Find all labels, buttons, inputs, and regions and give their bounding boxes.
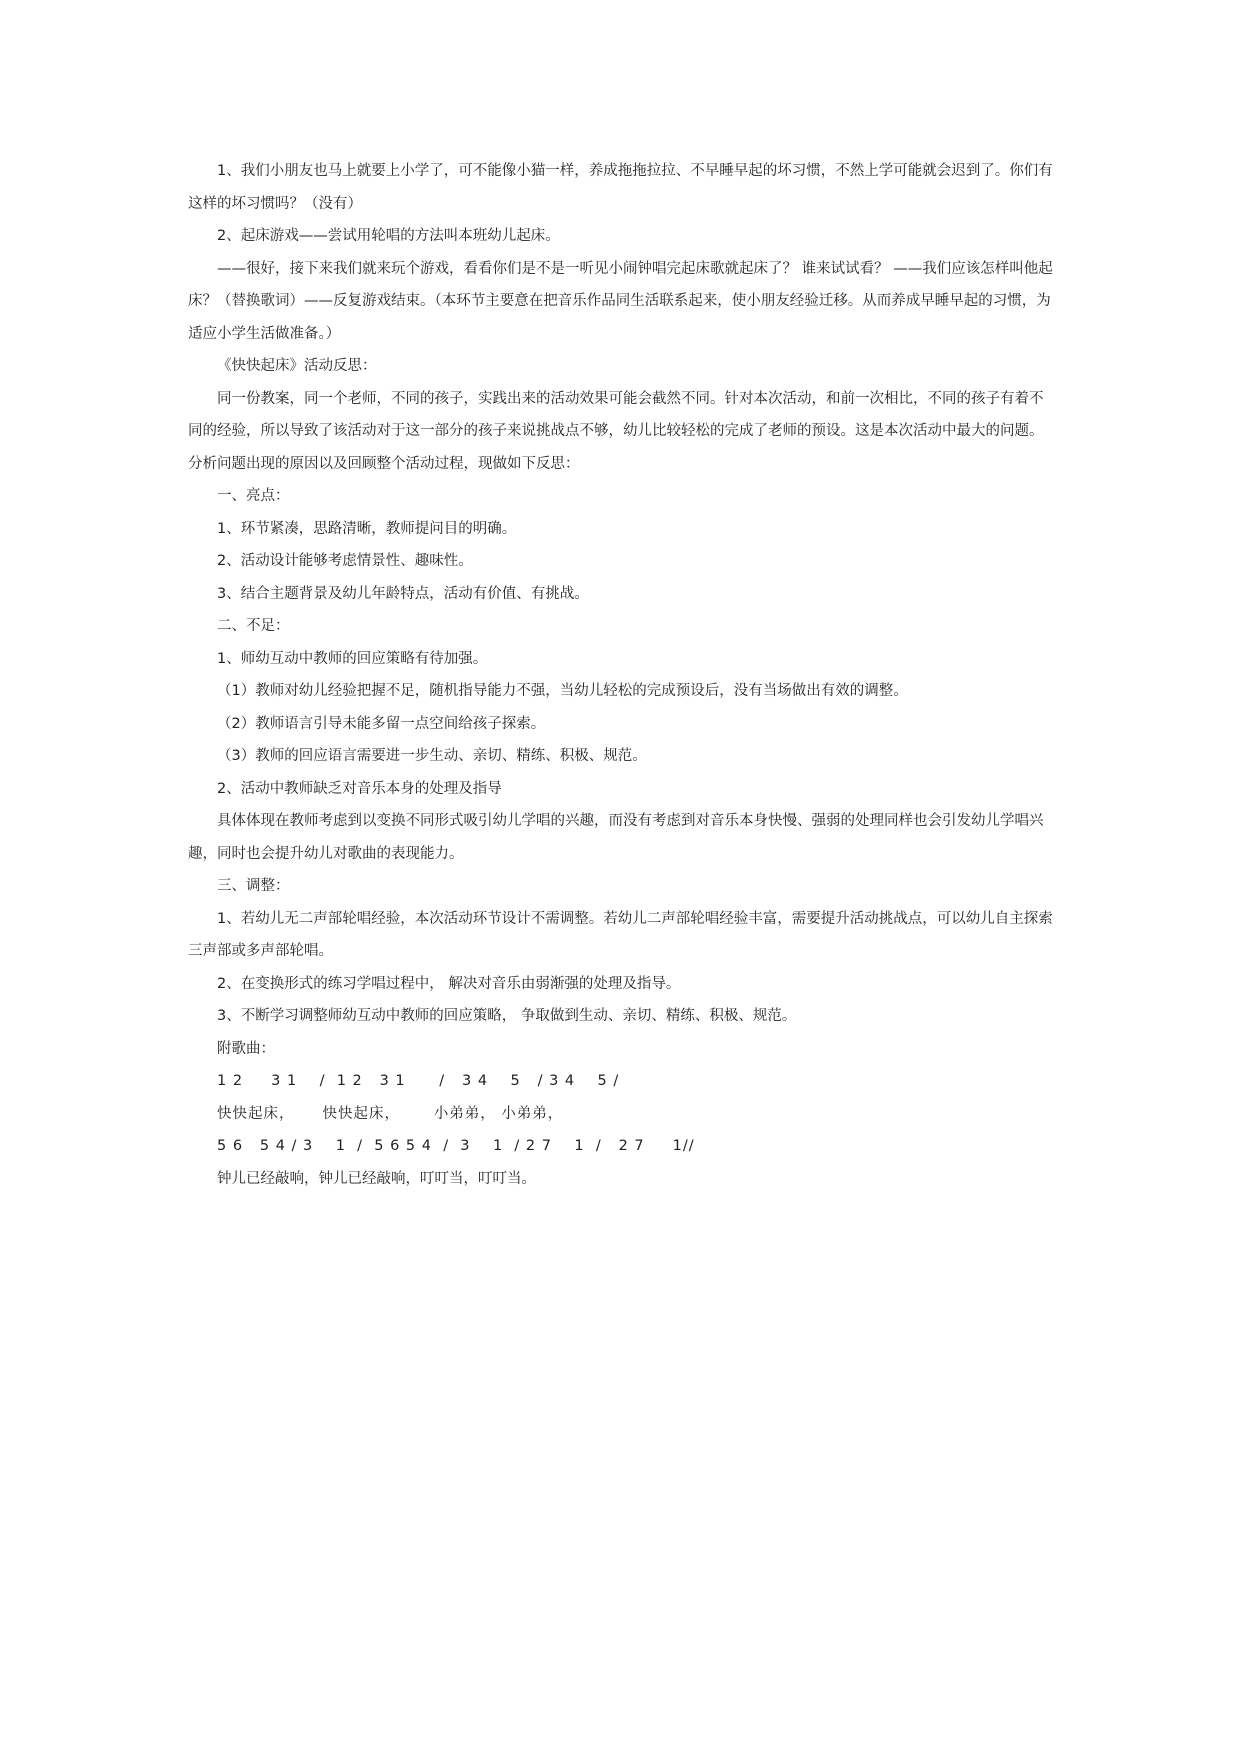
song-lyrics-line-1: 快快起床， 快快起床， 小弟弟， 小弟弟， bbox=[217, 1105, 564, 1122]
paragraph-reflection-intro: 同一份教案，同一个老师，不同的孩子，实践出来的活动效果可能会截然不同。针对本次活动，和前一次相比，不同的孩子有着不同的经验，所以导致了该活动对于这一部分的孩子来说挑战点不够，幼儿比较轻松的完成了老师的预设。这是本次活动中最大的问题。分析问题出现的原因以及回顾整个活动过程，现做如下反思： bbox=[188, 390, 1044, 472]
paragraph-school-habits: 1、我们小朋友也马上就要上小学了，可不能像小猫一样，养成拖拖拉拉、不早睡早起的坏习惯，不然上学可能就会迟到了。你们有这样的坏习惯吗？（没有） bbox=[188, 163, 1053, 212]
song-notation-line-2: 5 6 5 4 / 3 1 / 5 6 5 4 / 3 1 / 2 7 1 / 2 7 1// bbox=[217, 1138, 695, 1154]
highlight-item-1: 1、环节紧凑，思路清晰，教师提问目的明确。 bbox=[217, 520, 517, 537]
adjustment-item-2: 2、在变换形式的练习学唱过程中， 解决对音乐由弱渐强的处理及指导。 bbox=[217, 975, 681, 992]
paragraph-wakeup-game: 2、起床游戏——尝试用轮唱的方法叫本班幼儿起床。 bbox=[217, 228, 560, 244]
shortcoming-detail: 具体体现在教师考虑到以变换不同形式吸引幼儿学唱的兴趣，而没有考虑到对音乐本身快慢、强弱的处理同样也会引发幼儿学唱兴趣，同时也会提升幼儿对歌曲的表现能力。 bbox=[188, 813, 1044, 862]
document-body bbox=[188, 155, 1056, 1195]
song-lyrics-line-2: 钟儿已经敲响，钟儿已经敲响，叮叮当，叮叮当。 bbox=[217, 1170, 536, 1187]
shortcoming-item-1: 1、师幼互动中教师的回应策略有待加强。 bbox=[217, 650, 488, 667]
shortcoming-subitem-1: （1）教师对幼儿经验把握不足，随机指导能力不强，当幼儿轻松的完成预设后，没有当场做出有效的调整。 bbox=[217, 683, 908, 699]
shortcoming-subitem-3: （3）教师的回应语言需要进一步生动、亲切、精练、积极、规范。 bbox=[217, 748, 647, 764]
adjustment-item-3: 3、不断学习调整师幼互动中教师的回应策略， 争取做到生动、亲切、精练、积极、规范。 bbox=[217, 1008, 797, 1024]
heading-adjustments: 三、调整： bbox=[217, 878, 290, 894]
heading-highlights: 一、亮点： bbox=[217, 488, 290, 504]
adjustment-item-1: 1、若幼儿无二声部轮唱经验，本次活动环节设计不需调整。若幼儿二声部轮唱经验丰富，需要提升活动挑战点，可以幼儿自主探索三声部或多声部轮唱。 bbox=[188, 910, 1053, 959]
shortcoming-item-2: 2、活动中教师缺乏对音乐本身的处理及指导 bbox=[217, 780, 502, 797]
paragraph-reflection-title: 《快快起床》活动反思： bbox=[217, 358, 377, 374]
shortcoming-subitem-2: （2）教师语言引导未能多留一点空间给孩子探索。 bbox=[217, 715, 546, 732]
song-heading: 附歌曲： bbox=[217, 1040, 275, 1057]
heading-shortcomings: 二、不足： bbox=[217, 618, 290, 634]
paragraph-game-dialogue: ——很好，接下来我们就来玩个游戏，看看你们是不是一听见小闹钟唱完起床歌就起床了？ 谁来试试看？ ——我们应该怎样叫他起床？（替换歌词）——反复游戏结束。（本环节主要意在把音乐作品同生活联系起来，使小朋友经验迁移。从而养成早睡早起的习惯，为适应小学生活做准备。） bbox=[188, 260, 1053, 342]
highlight-item-3: 3、结合主题背景及幼儿年龄特点，活动有价值、有挑战。 bbox=[217, 585, 589, 602]
song-notation-line-1: 1 2 3 1 / 1 2 3 1 / 3 4 5 / 3 4 5 / bbox=[217, 1073, 620, 1089]
highlight-item-2: 2、活动设计能够考虑情景性、趣味性。 bbox=[217, 553, 473, 569]
